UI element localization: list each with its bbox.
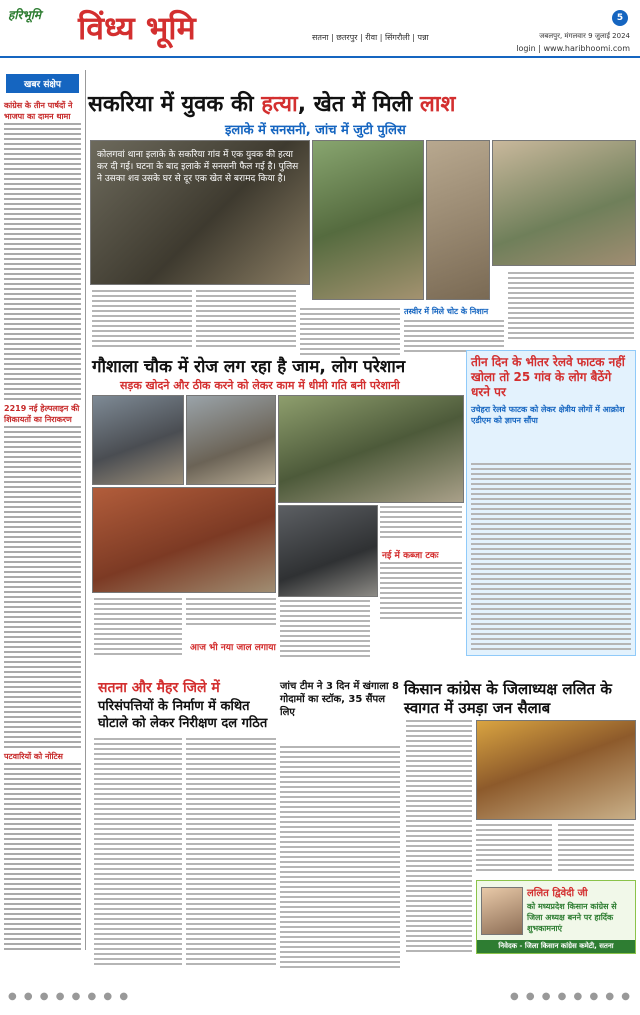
sidebar-item-title[interactable]: 2219 नई हेल्पलाइन की शिकायतों का निराकरण [4,404,80,424]
welcome-body-col3 [558,824,634,871]
traffic-photo [278,395,464,503]
lead-body-col1 [92,290,192,347]
second-body-col4 [380,506,462,538]
ad-message: को मध्यप्रदेश किसान कांग्रेस से जिला अध्यक्ष बनने पर हार्दिक शुभकामनाएं [527,902,617,933]
railway-headline[interactable]: तीन दिन के भीतर रेलवे फाटक नहीं खोला तो 25 गांव के लोग बैठेंगे धरने पर [471,355,625,399]
page-title: विंध्य भूमि [78,9,196,47]
second-subheadline: सड़क खोदने और ठीक करने को लेकर काम में धीमी गति बनी परेशानी [120,379,400,392]
godown-headline[interactable]: जांच टीम ने 3 दिन में खंगाला 8 गोदामों का स्टॉक, 35 सैंपल लिए [280,681,400,718]
second-body-col3 [280,600,370,657]
city-list: सतना | छतरपुर | रीवा | सिंगरौली | पन्ना [312,33,429,42]
sidebar-item-text [0,426,85,748]
lead-headline[interactable]: सकरिया में युवक की हत्या, खेत में मिली लाश [88,92,456,117]
sidebar-item-title[interactable]: पटवारियों को नोटिस [4,752,63,761]
sidebar-item-text [0,763,85,950]
greeting-advertisement[interactable] [476,880,636,954]
crowd-photo [426,140,490,300]
login-link[interactable]: login | www.haribhoomi.com [516,44,630,53]
sidebar [0,70,86,950]
inquiry-headline-line2[interactable]: परिसंपत्तियों के निर्माण में कथित [98,699,250,714]
lead-photo-caption: कोलगवां थाना इलाके के सकरिया गांव में एक युवक की हत्या कर दी गई। घटना के बाद इलाके में सनसनी फैल गई है। पुलिस ने उसका शव उसके घर से दूर एक खेत से बरामद किया है। [97,150,299,184]
truck-photo [92,487,276,593]
welcome-body-col1 [406,720,472,952]
logo: हरिभूमि [8,8,42,22]
road-photo [186,395,276,485]
railway-subheadline: उचेहरा रेलवे फाटक को लेकर क्षेत्रीय लोगों में आक्रोश एडीएम को ज्ञापन सौंपा [471,405,625,425]
page-number-badge: 5 [612,10,628,26]
second-body-col5 [380,562,462,619]
registration-marks-right: ● ● ● ● ● ● ● ● [509,991,632,1002]
welcome-headline[interactable]: किसान कांग्रेस के जिलाध्यक्ष ललित के स्वागत में उमड़ा जन सैलाब [404,680,612,717]
sidebar-heading: खबर संक्षेप [6,74,79,93]
sidebar-item-text [0,123,85,400]
inline-heading: आज भी नया जाल लगाया [190,643,276,653]
godown-body [280,746,400,968]
excavator-photo [278,505,378,597]
inset-caption: तस्वीर में मिले चोट के निशान [404,307,489,316]
masthead [0,0,640,58]
lead-body-col2 [196,290,296,347]
ad-portrait [481,887,523,935]
welcome-body-col2 [476,824,552,871]
welcome-photo [476,720,636,820]
ad-footer: निवेदक - जिला किसान कांग्रेस कमेटी, सतना [477,940,635,953]
lead-subheadline: इलाके में सनसनी, जांच में जुटी पुलिस [225,123,406,138]
dateline: जबलपुर, मंगलवार 9 जुलाई 2024 [539,32,630,40]
police-photo [492,140,636,266]
lead-body-col5 [508,272,634,339]
inquiry-headline-kicker: सतना और मैहर जिले में [98,680,220,696]
second-headline[interactable]: गौशाला चौक में रोज लग रहा है जाम, लोग परेशान [92,357,406,377]
railway-body [471,463,631,650]
print-footer [0,985,640,1015]
railway-story-box [466,350,636,656]
ad-name: ललित द्विवेदी जी [527,888,588,899]
second-body-col1 [94,598,182,655]
lead-body-col4 [404,320,504,352]
scene-photo [312,140,424,300]
lead-photo [90,140,310,285]
lead-body-col3 [300,308,400,355]
registration-marks-left: ● ● ● ● ● ● ● ● [8,991,131,1002]
inquiry-body-col1 [94,738,182,965]
sidebar-item-title[interactable]: कांग्रेस के तीन पार्षदों ने भाजपा का दामन थामा [4,101,73,121]
second-body-col2 [186,598,276,625]
market-photo [92,395,184,485]
inquiry-body-col2 [186,738,276,965]
inline-heading: नई में कब्जा टकः [382,551,439,561]
inquiry-headline-line3[interactable]: घोटाले को लेकर निरीक्षण दल गठित [98,716,268,731]
